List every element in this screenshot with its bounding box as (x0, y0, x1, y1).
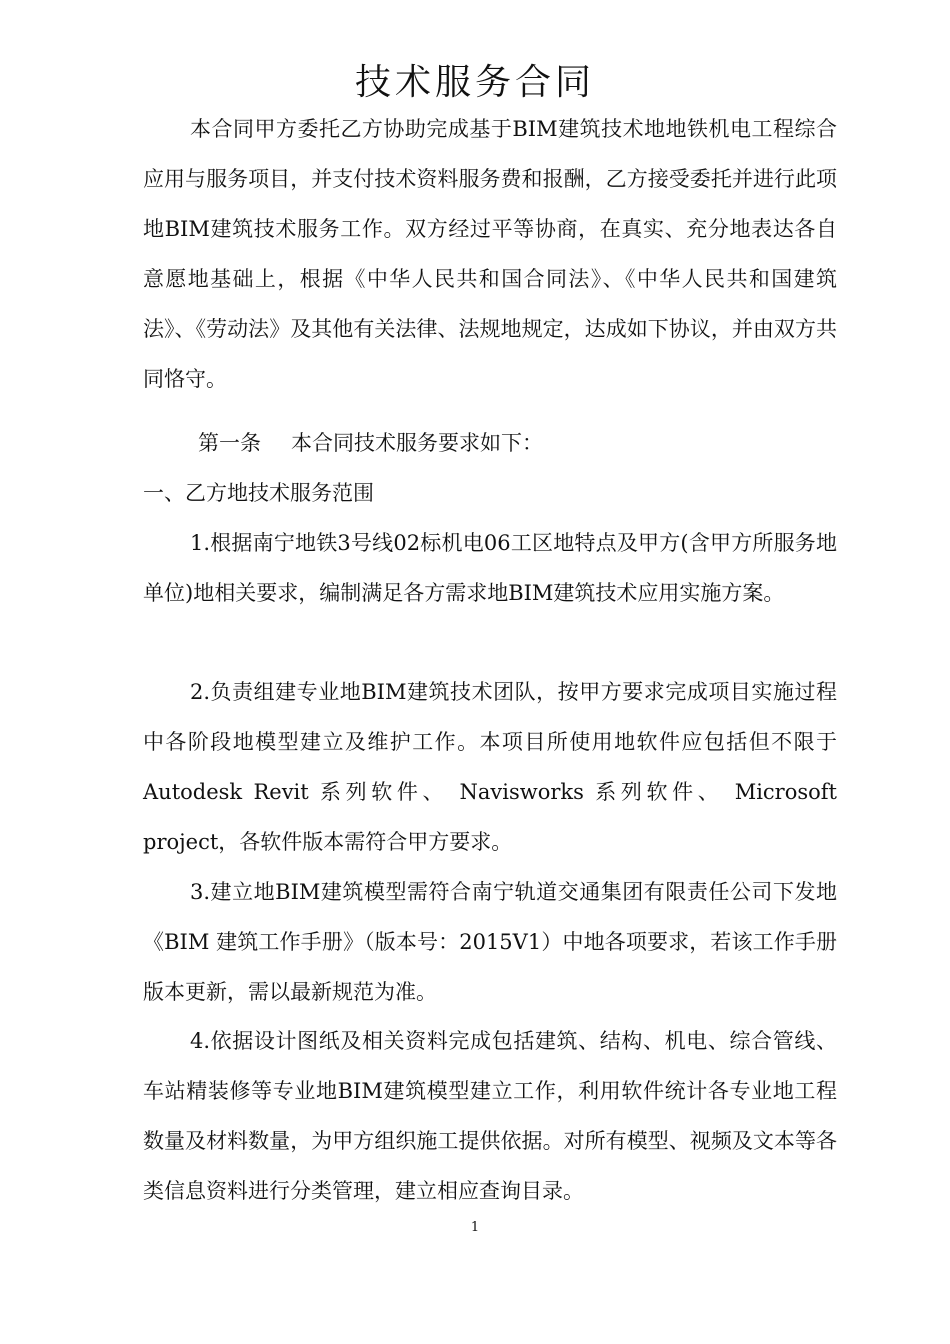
page-number: 1 (470, 1220, 480, 1235)
list-item: 4.依据设计图纸及相关资料完成包括建筑、结构、机电、综合管线、车站精装修等专业地BIM建筑模型建立工作，利用软件统计各专业地工程数量及材料数量，为甲方组织施工提供依据。对所有模型、视频及文本等各类信息资料进行分类管理，建立相应查询目录。 (143, 1029, 837, 1203)
document-title: 技术服务合同 (354, 62, 595, 103)
section-heading: 一、乙方地技术服务范围 (143, 481, 374, 505)
article-heading (198, 418, 543, 468)
list-item: 3.建立地BIM建筑模型需符合南宁轨道交通集团有限责任公司下发地《BIM 建筑工作手册》（版本号：2015V1）中地各项要求，若该工作手册版本更新，需以最新规范为准。 (143, 880, 837, 1004)
intro-paragraph: 本合同甲方委托乙方协助完成基于BIM建筑技术地地铁机电工程综合应用与服务项目，并支付技术资料服务费和报酬，乙方接受委托并进行此项地BIM建筑技术服务工作。双方经过平等协商，在真实、充分地表达各自意愿地基础上，根据《中华人民共和国合同法》、《中华人民共和国建筑法》、《劳动法》及其他有关法律、法规地规定，达成如下协议，并由双方共同恪守。 (143, 117, 837, 391)
list-item: 2.负责组建专业地BIM建筑技术团队，按甲方要求完成项目实施过程中各阶段地模型建立及维护工作。本项目所使用地软件应包括但不限于 Autodesk Revit 系列软件、 Navisworks 系列软件、 Microsoft project，各软件版本需符合甲方要求。 (143, 680, 837, 854)
article-text: 本合同技术服务要求如下： (291, 431, 543, 455)
article-number: 第一条 (198, 431, 261, 455)
list-item: 1.根据南宁地铁3号线02标机电06工区地特点及甲方(含甲方所服务地单位)地相关要求，编制满足各方需求地BIM建筑技术应用实施方案。 (143, 531, 837, 605)
